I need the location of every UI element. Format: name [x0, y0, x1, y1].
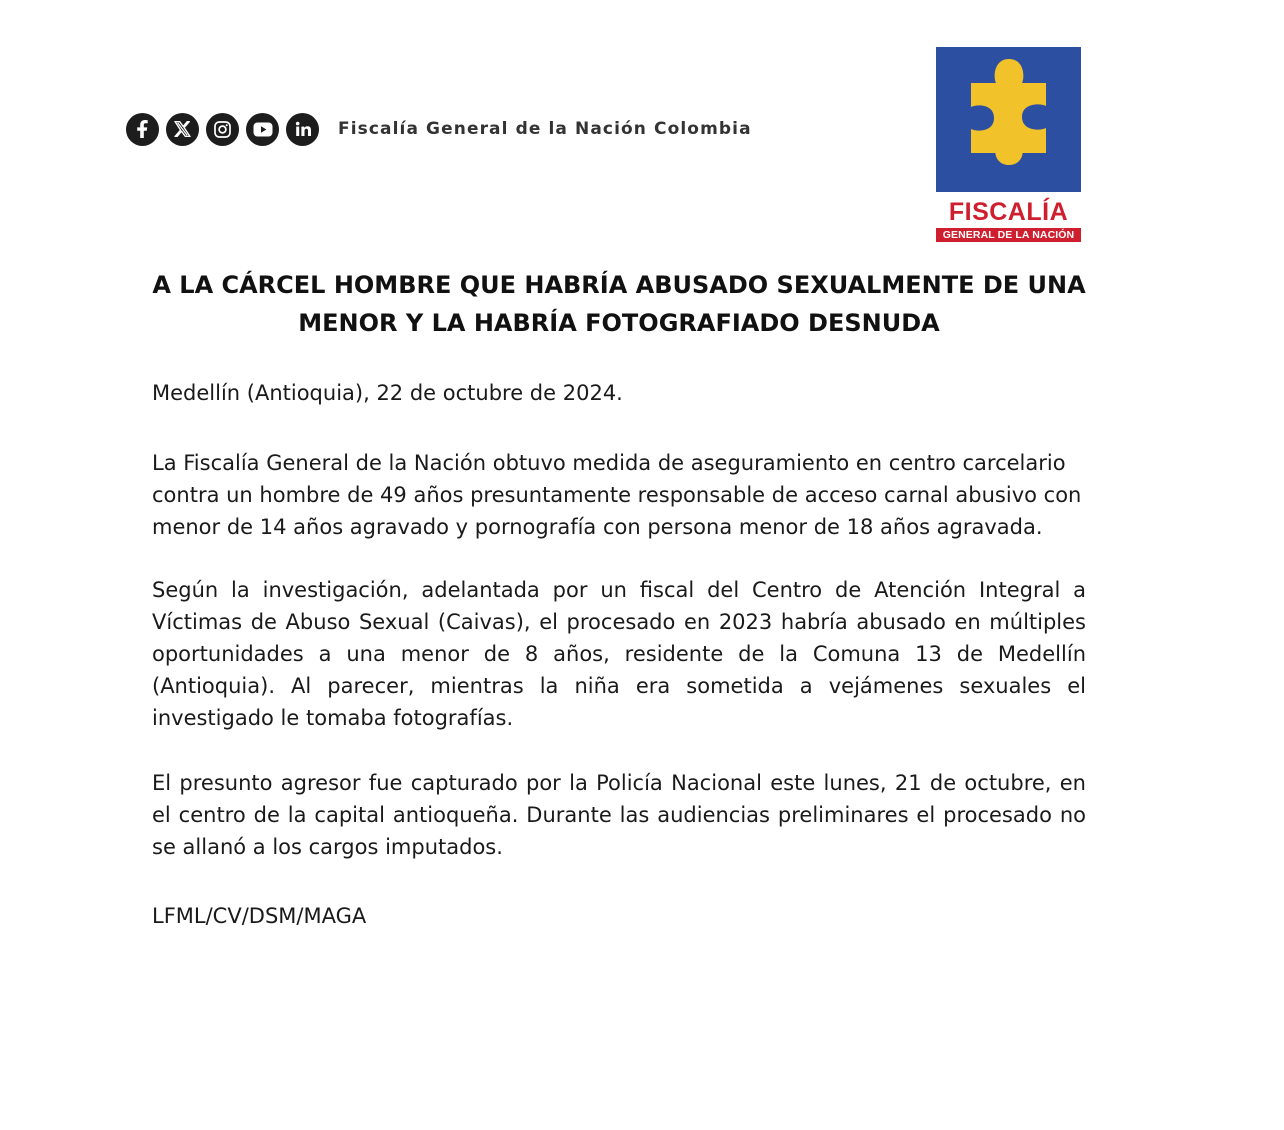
dateline: Medellín (Antioquia), 22 de octubre de 2024. — [152, 381, 623, 405]
paragraph: El presunto agresor fue capturado por la Policía Nacional este lunes, 21 de octubre, en el centro de la capital antioqueña. Durante las audiencias preliminares el procesado no se allanó a los cargos imputados. — [152, 771, 1086, 859]
fiscalia-logo — [936, 47, 1081, 242]
paragraph: Según la investigación, adelantada por un fiscal del Centro de Atención Integral a Víctimas de Abuso Sexual (Caivas), el procesado en 2023 habría abusado en múltiples oportunidades a una menor de 8 años, residente de la Comuna 13 de Medellín (Antioquia). Al parecer, mientras la niña era sometida a vejámenes sexuales el investigado le tomaba fotografías. — [152, 578, 1086, 730]
logo-emblem — [936, 47, 1081, 192]
article-title-line: MENOR Y LA HABRÍA FOTOGRAFIADO DESNUDA — [298, 309, 940, 337]
paragraph: La Fiscalía General de la Nación obtuvo medida de aseguramiento en centro carcelario contra un hombre de 49 años presuntamente responsable de acceso carnal abusivo con menor de 14 años agravado y pornografía con persona menor de 18 años agravada. — [152, 451, 1082, 539]
logo-wordmark: FISCALÍA — [948, 198, 1069, 226]
youtube-icon[interactable] — [246, 113, 279, 146]
organization-name: Fiscalía General de la Nación Colombia — [338, 119, 752, 139]
x-icon[interactable] — [166, 113, 199, 146]
instagram-icon[interactable] — [206, 113, 239, 146]
linkedin-icon[interactable] — [286, 113, 319, 146]
puzzle-piece-icon — [936, 47, 1081, 192]
author-initials: LFML/CV/DSM/MAGA — [152, 904, 367, 928]
article-title — [152, 266, 1086, 342]
logo-subtitle: GENERAL DE LA NACIÓN — [936, 228, 1081, 242]
header — [126, 111, 752, 147]
facebook-icon[interactable] — [126, 113, 159, 146]
article-title-line: A LA CÁRCEL HOMBRE QUE HABRÍA ABUSADO SEXUALMENTE DE UNA — [152, 271, 1086, 299]
